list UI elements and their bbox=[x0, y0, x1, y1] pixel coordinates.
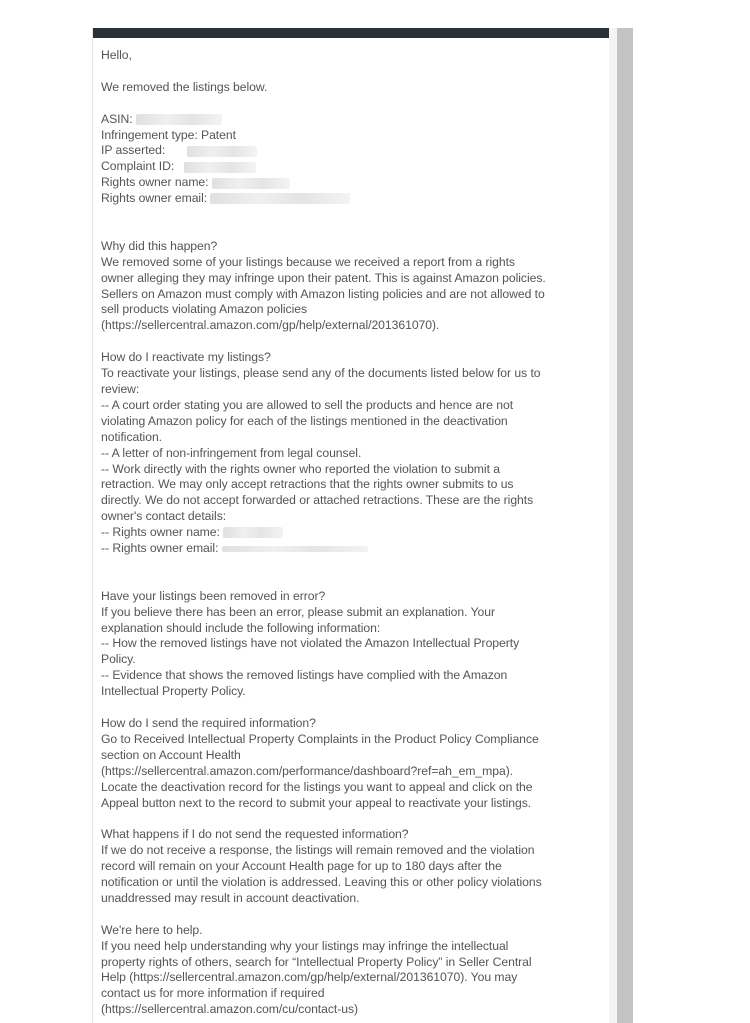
help-heading: We're here to help. bbox=[101, 922, 203, 937]
infringement-type: Infringement type: Patent bbox=[101, 127, 236, 142]
email-panel bbox=[92, 28, 610, 1023]
reactivate-line: notification. bbox=[101, 429, 163, 444]
intro-text: We removed the listings below. bbox=[101, 79, 268, 94]
no-send-line: record will remain on your Account Health page for up to 180 days after the bbox=[101, 859, 502, 874]
asin-line bbox=[101, 112, 607, 128]
no-send-line: unaddressed may result in account deactivation. bbox=[101, 890, 360, 905]
complaint-id-line bbox=[101, 159, 607, 175]
error-line: Intellectual Property Policy. bbox=[101, 684, 246, 699]
complaint-id-label: Complaint ID: bbox=[101, 159, 175, 174]
contact-owner-email-line bbox=[101, 541, 607, 557]
send-heading: How do I send the required information? bbox=[101, 715, 316, 730]
reactivate-line: violating Amazon policy for each of the listings mentioned in the deactivation bbox=[101, 413, 508, 428]
redacted-ip bbox=[187, 146, 257, 157]
send-line: Locate the deactivation record for the listings you want to appeal and click on the bbox=[101, 779, 533, 794]
asin-label: ASIN: bbox=[101, 111, 133, 126]
reactivate-heading: How do I reactivate my listings? bbox=[101, 350, 271, 365]
reactivate-line: -- Work directly with the rights owner who reported the violation to submit a bbox=[101, 461, 500, 476]
reactivate-line: -- A letter of non-infringement from legal counsel. bbox=[101, 445, 362, 460]
ip-asserted-line bbox=[101, 143, 607, 159]
reactivate-line: -- A court order stating you are allowed to sell the products and hence are not bbox=[101, 397, 514, 412]
ip-asserted-label: IP asserted: bbox=[101, 143, 166, 158]
rights-owner-name-line bbox=[101, 175, 607, 191]
scrollbar[interactable] bbox=[617, 28, 633, 1023]
contact-owner-email-label: -- Rights owner email: bbox=[101, 541, 219, 556]
email-body bbox=[101, 48, 607, 1018]
rights-owner-name-label: Rights owner name: bbox=[101, 175, 209, 190]
reactivate-line: retraction. We may only accept retractions that the rights owner submits to us bbox=[101, 477, 514, 492]
help-line: If you need help understanding why your listings may infringe the intellectual bbox=[101, 938, 509, 953]
rights-owner-email-label: Rights owner email: bbox=[101, 191, 208, 206]
error-heading: Have your listings been removed in error? bbox=[101, 588, 326, 603]
why-line: Sellers on Amazon must comply with Amazon listing policies and are not allowed to bbox=[101, 286, 545, 301]
why-line: (https://sellercentral.amazon.com/gp/help/external/201361070). bbox=[101, 318, 440, 333]
redacted-asin bbox=[136, 114, 222, 125]
redacted-owner-email bbox=[210, 193, 350, 204]
error-line: explanation should include the following information: bbox=[101, 620, 381, 635]
rights-owner-email-line bbox=[101, 191, 607, 207]
redacted-complaint-id bbox=[184, 162, 256, 173]
send-line: Appeal button next to the record to submit your appeal to reactivate your listings. bbox=[101, 795, 532, 810]
email-header-bar bbox=[93, 28, 610, 38]
reactivate-line: To reactivate your listings, please send any of the documents listed below for us to bbox=[101, 366, 541, 381]
why-line: We removed some of your listings because we received a report from a rights bbox=[101, 254, 515, 269]
help-line: property rights of others, search for “Intellectual Property Policy” in Seller Central bbox=[101, 954, 532, 969]
help-line: Help (https://sellercentral.amazon.com/gp/help/external/201361070). You may bbox=[101, 970, 518, 985]
redacted-contact-name bbox=[223, 527, 283, 538]
greeting: Hello, bbox=[101, 48, 132, 62]
help-line: (https://sellercentral.amazon.com/cu/contact-us) bbox=[101, 1002, 359, 1017]
why-line: sell products violating Amazon policies bbox=[101, 302, 308, 317]
send-line: Go to Received Intellectual Property Complaints in the Product Policy Compliance bbox=[101, 731, 539, 746]
error-line: Policy. bbox=[101, 652, 136, 667]
panel-gutter bbox=[609, 28, 617, 1023]
redacted-owner-name bbox=[212, 178, 290, 189]
no-send-line: notification or until the violation is addressed. Leaving this or other policy violations bbox=[101, 875, 542, 890]
send-line: section on Account Health bbox=[101, 747, 241, 762]
reactivate-line: review: bbox=[101, 381, 140, 396]
reactivate-line: owner's contact details: bbox=[101, 509, 227, 524]
why-heading: Why did this happen? bbox=[101, 238, 218, 253]
error-line: If you believe there has been an error, please submit an explanation. Your bbox=[101, 604, 496, 619]
no-send-line: If we do not receive a response, the listings will remain removed and the violation bbox=[101, 843, 535, 858]
reactivate-line: directly. We do not accept forwarded or attached retractions. These are the rights bbox=[101, 493, 534, 508]
no-send-heading: What happens if I do not send the requested information? bbox=[101, 827, 409, 842]
contact-owner-name-line bbox=[101, 525, 607, 541]
help-line: contact us for more information if required bbox=[101, 986, 325, 1001]
contact-owner-name-label: -- Rights owner name: bbox=[101, 525, 220, 540]
error-line: -- How the removed listings have not violated the Amazon Intellectual Property bbox=[101, 636, 520, 651]
send-line: (https://sellercentral.amazon.com/performance/dashboard?ref=ah_em_mpa). bbox=[101, 763, 514, 778]
why-line: owner alleging they may infringe upon their patent. This is against Amazon policies. bbox=[101, 270, 546, 285]
redacted-contact-email bbox=[222, 546, 368, 552]
error-line: -- Evidence that shows the removed listings have complied with the Amazon bbox=[101, 668, 508, 683]
